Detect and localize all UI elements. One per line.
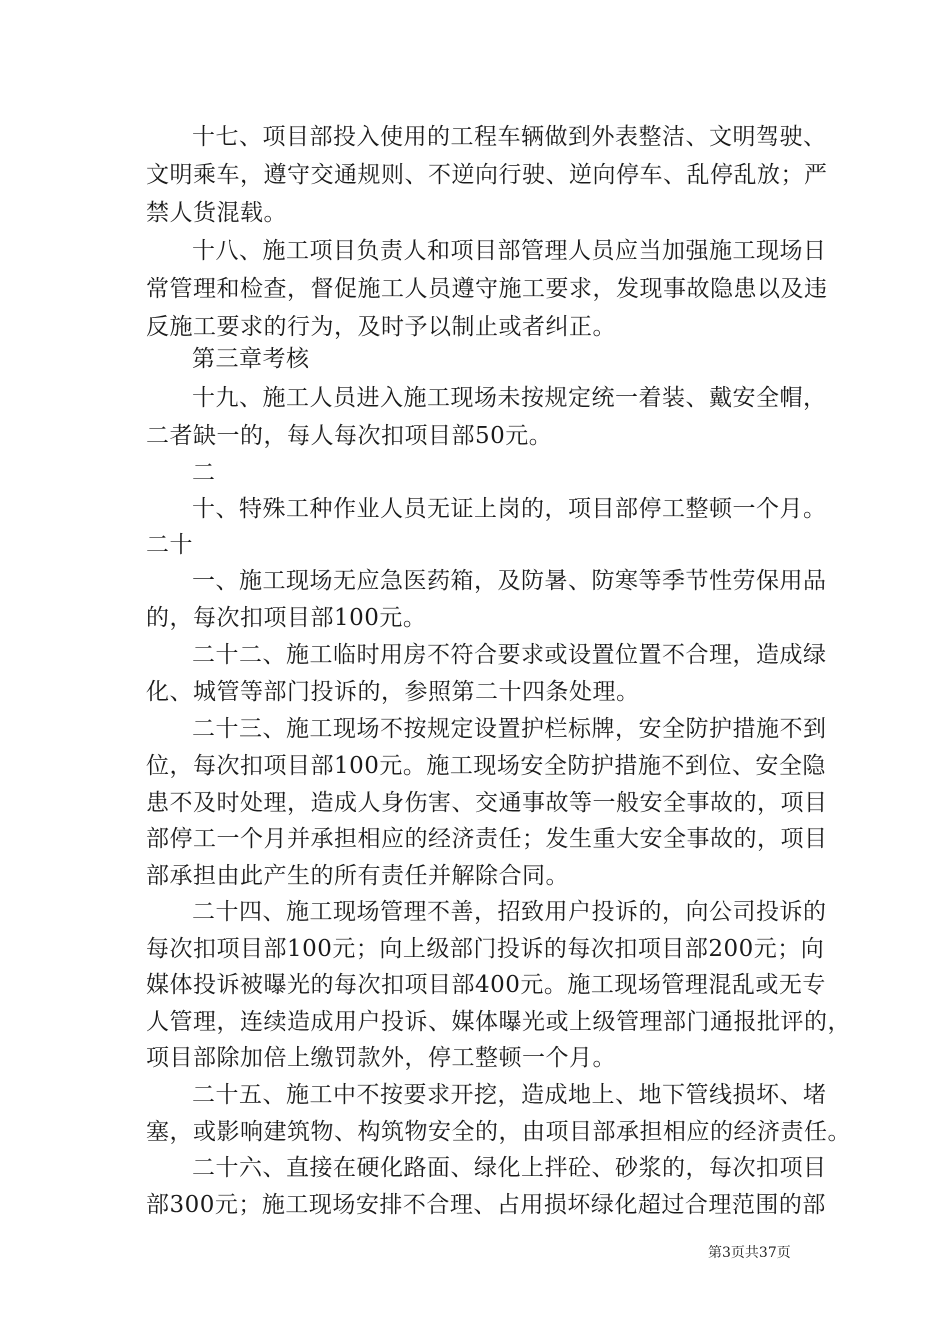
text-line: 二十五、施工中不按要求开挖，造成地上、地下管线损坏、堵 — [192, 1082, 827, 1108]
text-line: 十八、施工项目负责人和项目部管理人员应当加强施工现场日 — [192, 238, 827, 264]
text-line: 十、特殊工种作业人员无证上岗的，项目部停工整顿一个月。 — [192, 496, 827, 522]
text-line: 十七、项目部投入使用的工程车辆做到外表整洁、文明驾驶、 — [192, 124, 827, 150]
text-line: 化、城管等部门投诉的，参照第二十四条处理。 — [146, 679, 640, 705]
text-line: 禁人货混载。 — [146, 200, 287, 226]
text-line: 二十三、施工现场不按规定设置护栏标牌，安全防护措施不到 — [192, 716, 827, 742]
text-line: 文明乘车，遵守交通规则、不逆向行驶、逆向停车、乱停乱放；严 — [146, 162, 828, 188]
text-line: 部停工一个月并承担相应的经济责任；发生重大安全事故的，项目 — [146, 826, 828, 852]
text-line: 二十二、施工临时用房不符合要求或设置位置不合理，造成绿 — [192, 642, 827, 668]
text-line: 位，每次扣项目部100元。施工现场安全防护措施不到位、安全隐 — [146, 753, 826, 779]
text-line: 每次扣项目部100元；向上级部门投诉的每次扣项目部200元；向 — [146, 936, 825, 962]
chapter-heading: 第三章考核 — [192, 346, 310, 372]
text-line: 常管理和检查，督促施工人员遵守施工要求，发现事故隐患以及违 — [146, 276, 828, 302]
text-line: 的，每次扣项目部100元。 — [146, 605, 427, 631]
text-line: 二十四、施工现场管理不善，招致用户投诉的，向公司投诉的 — [192, 899, 827, 925]
text-line: 反施工要求的行为，及时予以制止或者纠正。 — [146, 314, 616, 340]
text-line: 二 — [192, 460, 216, 486]
text-line: 一、施工现场无应急医药箱，及防暑、防寒等季节性劳保用品 — [192, 568, 827, 594]
text-line: 部300元；施工现场安排不合理、占用损坏绿化超过合理范围的部 — [146, 1192, 826, 1218]
text-line: 二十 — [146, 532, 193, 558]
text-line: 媒体投诉被曝光的每次扣项目部400元。施工现场管理混乱或无专 — [146, 972, 826, 998]
text-line: 二十六、直接在硬化路面、绿化上拌砼、砂浆的，每次扣项目 — [192, 1155, 827, 1181]
text-line: 二者缺一的，每人每次扣项目部50元。 — [146, 423, 553, 449]
text-line: 项目部除加倍上缴罚款外，停工整顿一个月。 — [146, 1045, 616, 1071]
text-line: 患不及时处理，造成人身伤害、交通事故等一般安全事故的，项目 — [146, 790, 828, 816]
page-number: 第3页共37页 — [708, 1245, 791, 1261]
text-line: 人管理，连续造成用户投诉、媒体曝光或上级管理部门通报批评的， — [146, 1009, 851, 1035]
text-line: 部承担由此产生的所有责任并解除合同。 — [146, 863, 569, 889]
text-line: 塞，或影响建筑物、构筑物安全的，由项目部承担相应的经济责任。 — [146, 1119, 851, 1145]
text-line: 十九、施工人员进入施工现场未按规定统一着装、戴安全帽， — [192, 385, 827, 411]
